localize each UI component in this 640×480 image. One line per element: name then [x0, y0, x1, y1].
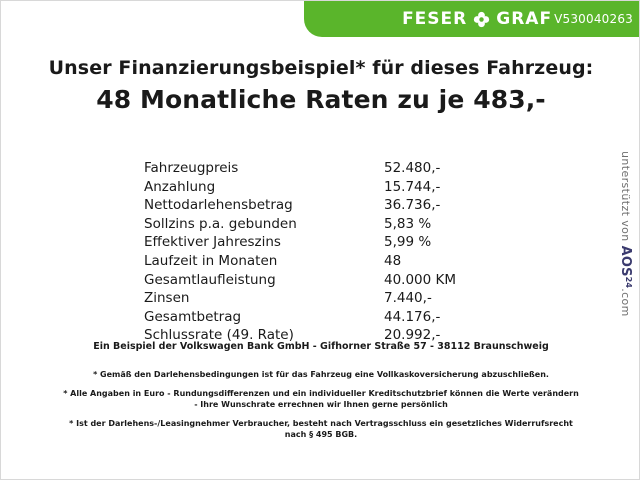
footnote-withdrawal-line2: nach § 495 BGB. [284, 430, 358, 439]
footnote-rounding-line1: * Alle Angaben in Euro - Rundungsdifferenzen und ein individueller Kreditschutzbrief können die Werte verändern [63, 388, 579, 398]
clover-logo-icon [473, 11, 490, 28]
table-row [144, 215, 504, 234]
figure-value: 7.440,- [384, 290, 432, 307]
figure-value: 44.176,- [384, 308, 441, 325]
supported-by-credit-text [618, 151, 633, 317]
figure-label: Zinsen [144, 290, 190, 307]
brand-header-bar [304, 1, 639, 37]
credit-prefix: unterstützt von [619, 151, 632, 246]
footnotes-block [1, 369, 640, 448]
headline-block [1, 57, 640, 114]
brand-name-second: GRAF [496, 9, 553, 29]
brand-name-first: FESER [402, 9, 468, 29]
figure-value: 48 [384, 252, 402, 269]
stock-id: V530040263 [554, 11, 633, 26]
table-row [144, 159, 504, 178]
credit-suffix: .com [619, 288, 632, 317]
figure-label: Gesamtlaufleistung [144, 271, 276, 288]
figure-label: Effektiver Jahreszins [144, 234, 281, 251]
finance-figures-table [144, 159, 504, 345]
footnote-withdrawal [1, 418, 640, 441]
credit-brand-superscript: 24 [624, 276, 633, 289]
page-title: 48 Monatliche Raten zu je 483,- [96, 85, 546, 114]
table-row [144, 289, 504, 308]
figure-label: Sollzins p.a. gebunden [144, 215, 297, 232]
feser-graf-logo [402, 9, 552, 29]
figure-value: 36.736,- [384, 197, 441, 214]
page-subtitle: Unser Finanzierungsbeispiel* für dieses Fahrzeug: [48, 57, 594, 79]
footnote-rounding [1, 388, 640, 411]
figure-value: 20.992,- [384, 327, 441, 344]
table-row [144, 271, 504, 290]
supported-by-credit [615, 151, 637, 341]
table-row [144, 233, 504, 252]
figure-label: Gesamtbetrag [144, 308, 242, 325]
table-row [144, 196, 504, 215]
figure-label: Fahrzeugpreis [144, 160, 239, 176]
figure-label: Nettodarlehensbetrag [144, 197, 293, 214]
table-row [144, 252, 504, 271]
footnote-insurance-line1: * Gemäß den Darlehensbedingungen ist für das Fahrzeug eine Vollkaskoversicherung abzuschließen. [93, 370, 549, 379]
table-row [144, 308, 504, 327]
footnote-withdrawal-line1: * Ist der Darlehens-/Leasingnehmer Verbraucher, besteht nach Vertragsschluss ein gesetzliches Widerrufsrecht [69, 418, 573, 428]
figure-value: 40.000 KM [384, 271, 457, 288]
figure-value: 5,83 % [384, 215, 432, 232]
figure-value: 15.744,- [384, 178, 441, 195]
footnote-insurance [1, 369, 640, 381]
figure-value: 5,99 % [384, 234, 432, 251]
figure-label: Schlussrate (49. Rate) [144, 327, 294, 344]
footnote-rounding-line2: - Ihre Wunschrate errechnen wir Ihnen gerne persönlich [194, 400, 448, 409]
bank-disclosure-line: Ein Beispiel der Volkswagen Bank GmbH - Gifhorner Straße 57 - 38112 Braunschweig [93, 341, 549, 352]
figure-label: Laufzeit in Monaten [144, 252, 278, 269]
figure-label: Anzahlung [144, 178, 216, 195]
figure-value: 52.480,- [384, 160, 441, 176]
credit-brand: AOS [618, 245, 633, 277]
table-row [144, 178, 504, 197]
